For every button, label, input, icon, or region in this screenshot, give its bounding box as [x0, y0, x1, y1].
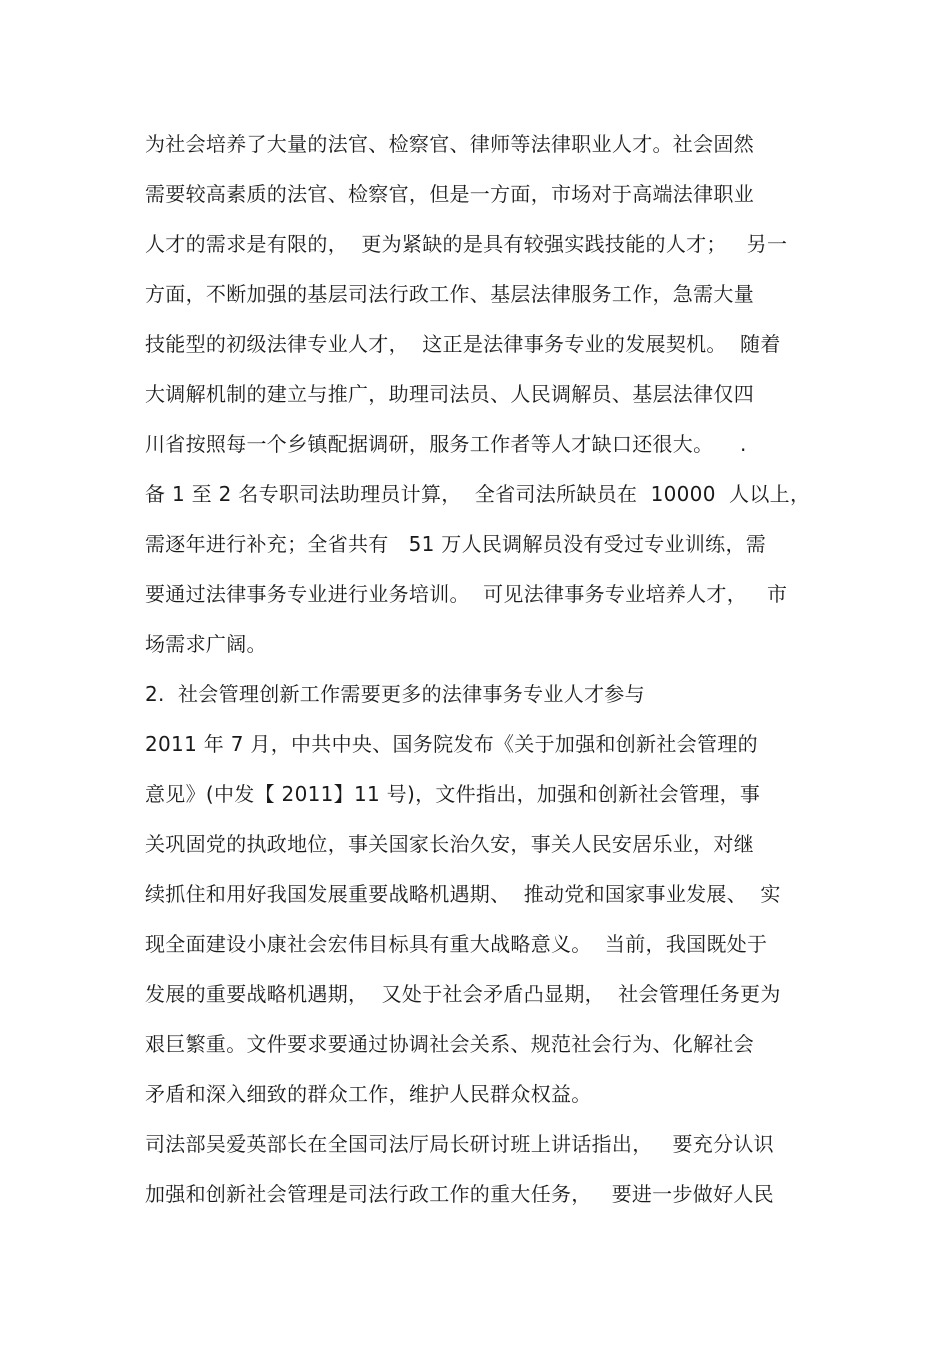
text-line: 矛盾和深入细致的群众工作，维护人民群众权益。: [145, 1082, 592, 1106]
text-line: 关巩固党的执政地位，事关国家长治久安，事关人民安居乐业，对继: [145, 832, 754, 856]
text-line: 加强和创新社会管理是司法行政工作的重大任务， 要进一步做好人民: [145, 1182, 774, 1206]
text-line: 现全面建设小康社会宏伟目标具有重大战略意义。 当前，我国既处于: [145, 932, 768, 956]
text-line: 需逐年进行补充；全省共有 51 万人民调解员没有受过专业训练，需: [145, 532, 767, 556]
text-line: 场需求广阔。: [145, 632, 267, 656]
text-line: 发展的重要战略机遇期， 又处于社会矛盾凸显期， 社会管理任务更为: [145, 982, 781, 1006]
text-line: 艰巨繁重。文件要求要通过协调社会关系、规范社会行为、化解社会: [145, 1032, 754, 1056]
section-heading: 2. 社会管理创新工作需要更多的法律事务专业人才参与: [145, 682, 645, 706]
text-line: 为社会培养了大量的法官、检察官、律师等法律职业人才。社会固然: [145, 132, 754, 156]
text-line: 川省按照每一个乡镇配据调研，服务工作者等人才缺口还很大。 .: [145, 432, 747, 456]
text-line: 人才的需求是有限的， 更为紧缺的是具有较强实践技能的人才； 另一: [145, 232, 788, 256]
text-line: 方面，不断加强的基层司法行政工作、基层法律服务工作，急需大量: [145, 282, 754, 306]
text-line: 要通过法律事务专业进行业务培训。 可见法律事务专业培养人才， 市: [145, 582, 788, 606]
text-line: 备 1 至 2 名专职司法助理员计算， 全省司法所缺员在 10000 人以上，: [145, 482, 811, 506]
text-line: 2011 年 7 月，中共中央、国务院发布《关于加强和创新社会管理的: [145, 732, 758, 756]
text-line: 大调解机制的建立与推广，助理司法员、人民调解员、基层法律仅四: [145, 382, 754, 406]
text-line: 司法部吴爱英部长在全国司法厅局长研讨班上讲话指出， 要充分认识: [145, 1132, 774, 1156]
text-line: 技能型的初级法律专业人才， 这正是法律事务专业的发展契机。 随着: [145, 332, 781, 356]
text-line: 需要较高素质的法官、检察官，但是一方面，市场对于高端法律职业: [145, 182, 754, 206]
text-line: 意见》(中发【 2011】11 号)，文件指出，加强和创新社会管理，事: [145, 782, 761, 806]
text-line: 续抓住和用好我国发展重要战略机遇期、 推动党和国家事业发展、 实: [145, 882, 781, 906]
